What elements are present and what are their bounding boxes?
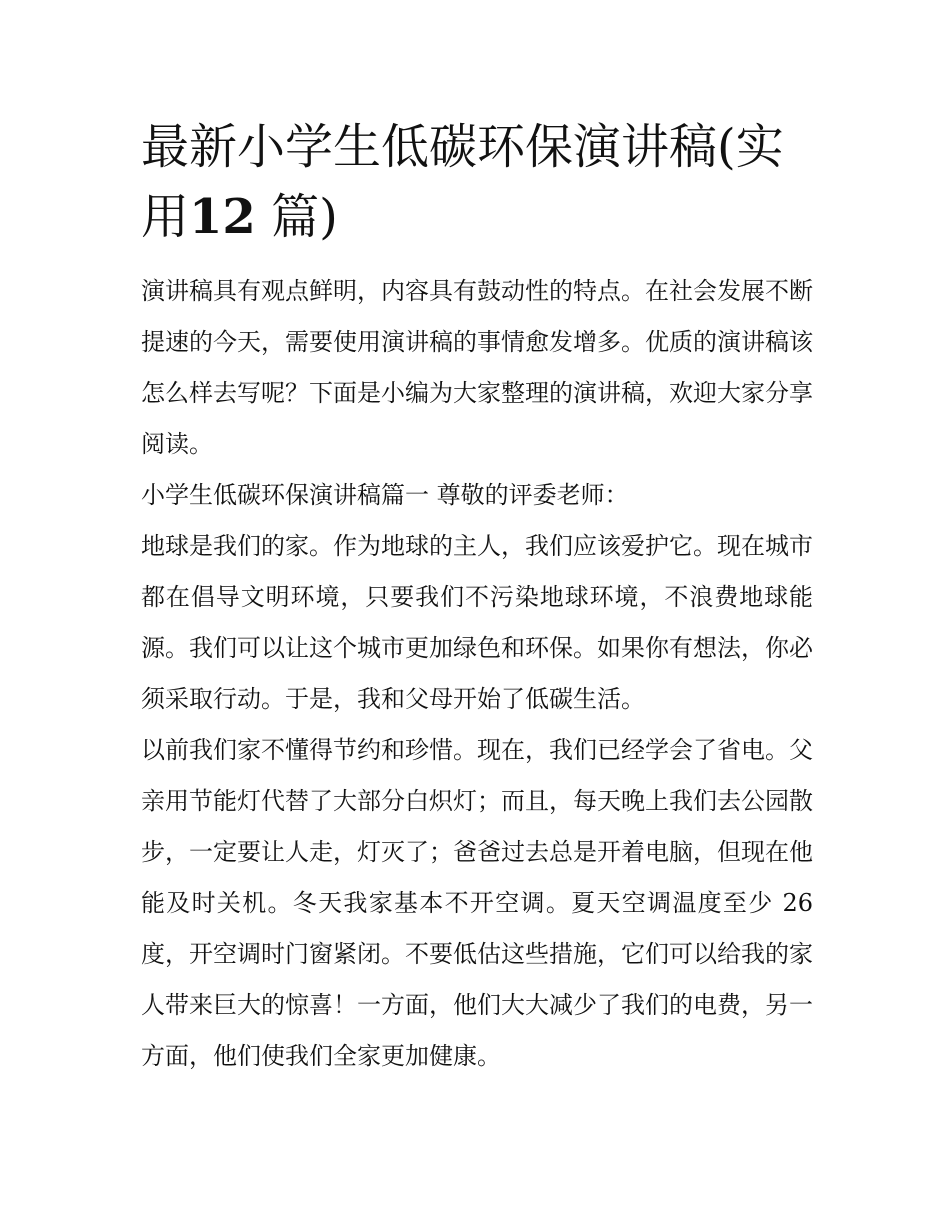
section-heading-paragraph: 小学生低碳环保演讲稿篇一 尊敬的评委老师： <box>141 481 629 509</box>
body-paragraph: 地球是我们的家。作为地球的主人，我们应该爱护它。现在城市都在倡导文明环境，只要我们不污染地球环境，不浪费地球能源。我们可以让这个城市更加绿色和环保。如果你有想法，你必须采取行动。于是，我和父母开始了低碳生活。 <box>141 532 813 713</box>
intro-paragraph: 演讲稿具有观点鲜明，内容具有鼓动性的特点。在社会发展不断提速的今天，需要使用演讲稿的事情愈发增多。优质的演讲稿该怎么样去写呢？下面是小编为大家整理的演讲稿，欢迎大家分享阅读。 <box>141 277 813 458</box>
title-number: 12 <box>189 189 256 245</box>
document-title <box>141 112 813 252</box>
title-text-part1: 最新小学生低碳环保演讲稿(实用 <box>141 119 784 245</box>
title-text-part2: 篇) <box>271 189 338 245</box>
body-paragraph: 以前我们家不懂得节约和珍惜。现在，我们已经学会了省电。父亲用节能灯代替了大部分白炽灯；而且，每天晚上我们去公园散步，一定要让人走，灯灭了；爸爸过去总是开着电脑，但现在他能及时关机。冬天我家基本不开空调。夏天空调温度至少 26 度，开空调时门窗紧闭。不要低估这些措施，它们可以给我的家人带来巨大的惊喜！一方面，他们大大减少了我们的电费，另一方面，他们使我们全家更加健康。 <box>141 736 813 1070</box>
document-body <box>141 112 813 1082</box>
